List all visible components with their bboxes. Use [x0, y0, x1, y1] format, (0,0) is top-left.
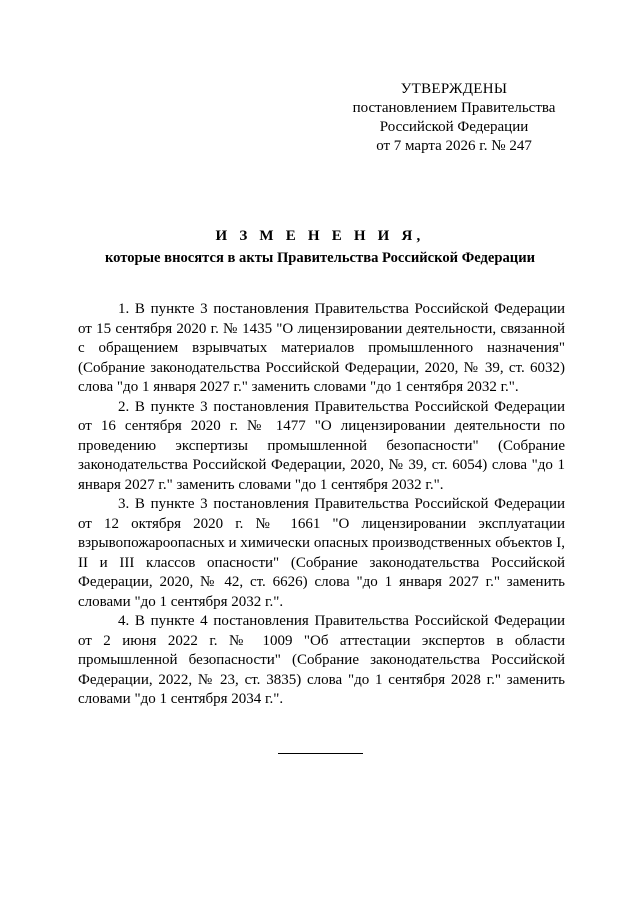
document-title: И З М Е Н Е Н И Я,	[215, 228, 425, 244]
approval-stamp	[346, 80, 562, 156]
approval-line-2: Российской Федерации	[379, 119, 529, 135]
approval-line-3: от 7 марта 2026 г. № 247	[376, 138, 532, 154]
paragraph-4: 4. В пункте 4 постановления Правительства Российской Федерации от 2 июня 2022 г. № 1009 "Об аттестации экспертов в области промышленной безопасности" (Собрание законодательства Российской Федерации, 2022, № 23, ст. 3835) слова "до 1 сентября 2028 г." заменить словами "до 1 сентября 2034 г.".	[78, 613, 565, 707]
document-body	[78, 300, 565, 710]
paragraph-2: 2. В пункте 3 постановления Правительства Российской Федерации от 16 сентября 2020 г. № 1477 "О лицензировании деятельности по проведению экспертизы промышленной безопасности" (Собрание законодательства Российской Федерации, 2020, № 39, ст. 6054) слова "до 1 января 2027 г." заменить словами "до 1 сентября 2032 г.".	[78, 398, 565, 493]
approval-line-1: постановлением Правительства	[352, 100, 556, 116]
closing-divider	[278, 753, 363, 754]
paragraph-1: 1. В пункте 3 постановления Правительства Российской Федерации от 15 сентября 2020 г. № 1435 "О лицензировании деятельности, связанной с обращением взрывчатых материалов промышленного назначения" (Собрание законодательства Российской Федерации, 2020, № 39, ст. 6032) слова "до 1 января 2027 г." заменить словами "до 1 сентября 2032 г.".	[78, 301, 565, 395]
paragraph-3: 3. В пункте 3 постановления Правительства Российской Федерации от 12 октября 2020 г. № 1661 "О лицензировании эксплуатации взрывопожароопасных и химически опасных производственных объектов I, II и III классов опасности" (Собрание законодательства Российской Федерации, 2020, № 42, ст. 6626) слова "до 1 января 2027 г." заменить словами "до 1 сентября 2032 г.".	[78, 496, 565, 610]
document-subtitle: которые вносятся в акты Правительства Российской Федерации	[104, 250, 536, 266]
approval-heading: УТВЕРЖДЕНЫ	[400, 81, 508, 97]
